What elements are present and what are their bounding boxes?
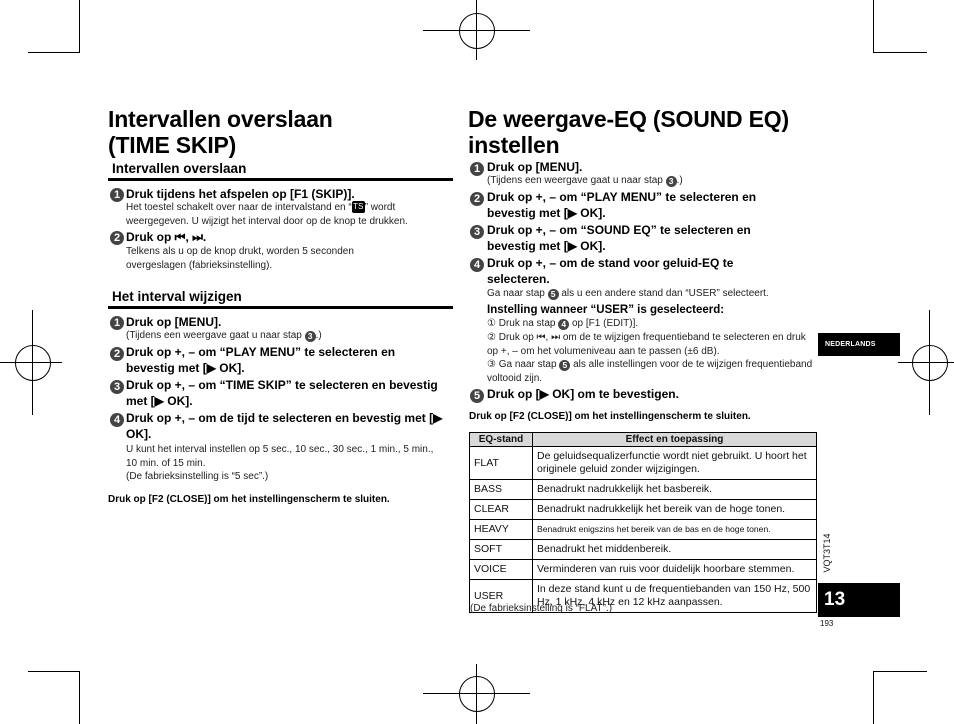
section-rule	[108, 178, 453, 181]
desc-cell: In deze stand kunt u de frequentiebanden van 150 Hz, 500 Hz, 1 kHz, 4 kHz en 12 kHz aanpassen.	[533, 580, 817, 613]
right-title-line2: instellen	[468, 132, 560, 158]
doc-code: VQT3T14	[822, 533, 832, 573]
right-title	[468, 106, 789, 158]
step-heading: Druk op +, – om “PLAY MENU” te selecteren en bevestig met [▶ OK].	[487, 190, 757, 220]
step-number: 2	[110, 231, 124, 245]
close-note-left: Druk op [F2 (CLOSE)] om het instellingenscherm te sluiten.	[108, 494, 390, 505]
step-ref-4: 4	[558, 319, 569, 330]
user-item-1: ① Druk na stap 4 op [F1 (EDIT)].	[487, 318, 639, 329]
eq-table	[469, 432, 817, 613]
step-heading: Druk op [▶ OK] om te bevestigen.	[487, 387, 679, 401]
time-skip-icon: TS	[353, 202, 364, 212]
table-row	[470, 560, 817, 580]
step-body: (Tijdens een weergave gaat u naar stap 3 .)	[126, 330, 322, 341]
mode-cell: VOICE	[470, 560, 533, 580]
right-title-line1: De weergave-EQ (SOUND EQ)	[468, 106, 789, 132]
step-number: 1	[470, 162, 484, 176]
step-number: 4	[110, 413, 124, 427]
step-body: Het toestel schakelt over naar de intervalstand en “TS” wordt weergegeven. U wijzigt het interval door op de knop te drukken.	[126, 202, 408, 227]
step-number: 5	[470, 389, 484, 403]
col-header-mode: EQ-stand	[470, 433, 533, 447]
mode-cell: USER	[470, 580, 533, 613]
desc-cell: De geluidsequalizerfunctie wordt niet gebruikt. U hoort het originele geluid zonder wijzigingen.	[533, 447, 817, 480]
desc-cell: Benadrukt enigszins het bereik van de bas en de hoge tonen.	[533, 520, 817, 540]
step-number: 1	[110, 316, 124, 330]
mode-cell: CLEAR	[470, 500, 533, 520]
step-heading: Druk op +, – om de tijd te selecteren en bevestig met [▶ OK].	[126, 411, 443, 441]
page-number: 193	[820, 619, 834, 628]
step-body: (Tijdens een weergave gaat u naar stap 3 .)	[487, 175, 683, 186]
step-body: Telkens als u op de knop drukt, worden 5 seconden overgeslagen (fabrieksinstelling).	[126, 246, 354, 271]
language-tab: NEDERLANDS	[818, 333, 900, 356]
mode-cell: HEAVY	[470, 520, 533, 540]
step-ref-3: 3	[305, 331, 316, 342]
desc-cell: Benadrukt het middenbereik.	[533, 540, 817, 560]
step-number: 3	[470, 225, 484, 239]
step-heading: Druk op +, – om de stand voor geluid-EQ te selecteren.	[487, 256, 734, 286]
step-heading: Druk op +, – om “TIME SKIP” te selecteren en bevestig met [▶ OK].	[126, 378, 438, 408]
section-heading-interval: Het interval wijzigen	[112, 289, 242, 304]
step-ref-5: 5	[559, 360, 570, 371]
step-number: 3	[110, 380, 124, 394]
table-row	[470, 447, 817, 480]
step-heading: Druk op [MENU].	[487, 160, 583, 174]
mode-cell: BASS	[470, 480, 533, 500]
step-number: 2	[110, 347, 124, 361]
left-title	[108, 106, 333, 158]
step-body: Ga naar stap 5 als u een andere stand dan “USER” selecteert.	[487, 288, 769, 299]
step-number: 1	[110, 188, 124, 202]
table-row	[470, 500, 817, 520]
col-header-effect: Effect en toepassing	[533, 433, 817, 447]
step-heading: Druk tijdens het afspelen op [F1 (SKIP)].	[126, 187, 355, 201]
section-rule	[108, 306, 453, 309]
table-footnote: (De fabrieksinstelling is “FLAT”.)	[470, 603, 613, 614]
step-heading: Druk op [MENU].	[126, 315, 222, 329]
step-body: U kunt het interval instellen op 5 sec., 10 sec., 30 sec., 1 min., 5 min., 10 min. of 15 min. (De fabrieksinstelling is “5 sec”.)	[126, 444, 434, 482]
page-tab: 13	[818, 583, 900, 617]
mode-cell: SOFT	[470, 540, 533, 560]
close-note-right: Druk op [F2 (CLOSE)] om het instellingenscherm te sluiten.	[469, 411, 751, 422]
user-heading: Instelling wanneer “USER” is geselecteerd:	[487, 304, 725, 316]
left-title-line1: Intervallen overslaan	[108, 106, 333, 132]
user-item-3: ③ Ga naar stap 5 als alle instellingen voor de te wijzigen frequentieband voltooid zijn.	[487, 359, 813, 384]
step-heading: Druk op +, – om “SOUND EQ” te selecteren en bevestig met [▶ OK].	[487, 223, 751, 253]
table-row	[470, 520, 817, 540]
step-number: 4	[470, 258, 484, 272]
table-row	[470, 540, 817, 560]
desc-cell: Verminderen van ruis voor duidelijk hoorbare stemmen.	[533, 560, 817, 580]
table-header	[470, 433, 817, 447]
step-number: 2	[470, 192, 484, 206]
user-item-2: ② Druk op ⏮, ⏭ om de te wijzigen frequentieband te selecteren en druk op +, – om het volumeniveau aan te passen (±6 dB).	[487, 332, 806, 357]
step-ref-5: 5	[548, 289, 559, 300]
desc-cell: Benadrukt nadrukkelijk het bereik van de hoge tonen.	[533, 500, 817, 520]
mode-cell: FLAT	[470, 447, 533, 480]
step-heading: Druk op +, – om “PLAY MENU” te selecteren en bevestig met [▶ OK].	[126, 345, 396, 375]
left-title-line2: (TIME SKIP)	[108, 132, 237, 158]
section-heading-skip: Intervallen overslaan	[112, 161, 247, 176]
step-ref-3: 3	[666, 176, 677, 187]
desc-cell: Benadrukt nadrukkelijk het basbereik.	[533, 480, 817, 500]
table-row	[470, 480, 817, 500]
step-heading: Druk op ⏮, ⏭.	[126, 230, 207, 244]
